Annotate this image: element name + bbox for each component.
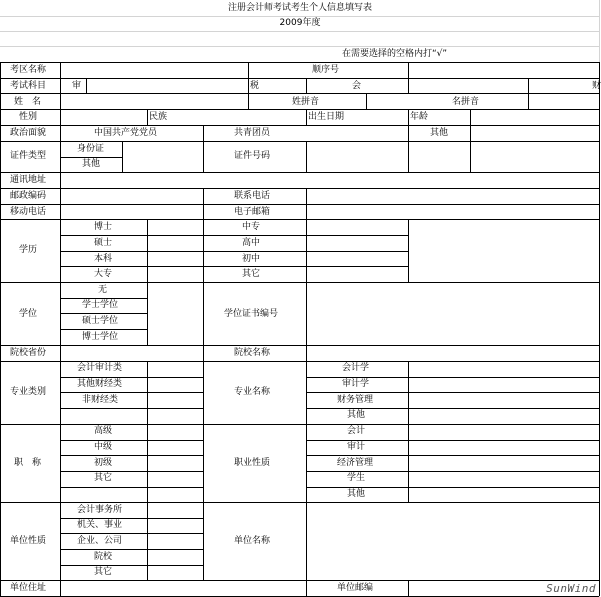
school-name-label: 院校名称 bbox=[234, 348, 271, 358]
political-label: 政治面貌 bbox=[10, 128, 47, 138]
edu-other: 其它 bbox=[242, 269, 261, 279]
grid-line bbox=[203, 219, 204, 282]
edu-junior: 初中 bbox=[242, 254, 261, 264]
degree-bachelor: 学士学位 bbox=[82, 300, 119, 310]
given-pinyin-label: 名拼音 bbox=[452, 97, 480, 107]
grid-line bbox=[306, 141, 307, 172]
unit-cpa-firm: 会计事务所 bbox=[77, 505, 123, 515]
grid-line bbox=[60, 266, 408, 267]
unit-name-label: 单位名称 bbox=[234, 536, 271, 546]
unit-school: 院校 bbox=[94, 552, 113, 562]
career-nature-label: 职业性质 bbox=[234, 458, 271, 468]
postcode-label: 邮政编码 bbox=[10, 191, 47, 201]
grid-line bbox=[60, 549, 203, 550]
political-league-member: 共青团员 bbox=[234, 128, 271, 138]
grid-line bbox=[0, 188, 599, 189]
grid-line bbox=[0, 580, 599, 581]
education-label: 学历 bbox=[19, 245, 38, 255]
degree-master: 硕士学位 bbox=[82, 316, 119, 326]
grid-line bbox=[408, 141, 409, 172]
major-name-label: 专业名称 bbox=[234, 387, 271, 397]
grid-line bbox=[408, 62, 409, 78]
grid-line bbox=[408, 125, 409, 141]
grid-line bbox=[306, 282, 307, 345]
major-non-finance: 非财经类 bbox=[82, 395, 119, 405]
grid-line bbox=[203, 361, 204, 424]
seq-no-label: 顺序号 bbox=[312, 65, 340, 75]
name-label: 姓 名 bbox=[14, 97, 42, 107]
grid-line bbox=[147, 109, 148, 125]
grid-line bbox=[0, 62, 599, 63]
unit-other: 其它 bbox=[94, 567, 113, 577]
degree-label: 学位 bbox=[19, 309, 38, 319]
grid-line bbox=[0, 109, 599, 110]
grid-line bbox=[470, 141, 471, 172]
form-year: 2009年度 bbox=[279, 18, 321, 28]
career-accounting: 会计 bbox=[347, 426, 366, 436]
grid-line bbox=[203, 141, 204, 172]
exam-subject-label: 考试科目 bbox=[10, 81, 47, 91]
grid-line bbox=[0, 125, 599, 126]
grid-line bbox=[306, 361, 307, 424]
grid-line bbox=[366, 93, 367, 109]
grid-line bbox=[60, 251, 408, 252]
school-province-label: 院校省份 bbox=[10, 348, 47, 358]
grid-line bbox=[147, 282, 148, 345]
mobile-label: 移动电话 bbox=[10, 207, 47, 217]
major-other-finance: 其他财经类 bbox=[77, 379, 123, 389]
major-name-finance-mgmt: 财务管理 bbox=[337, 395, 374, 405]
political-other: 其他 bbox=[430, 128, 449, 138]
degree-doctor: 博士学位 bbox=[82, 332, 119, 342]
career-other: 其他 bbox=[347, 489, 366, 499]
title-rank-label: 职 称 bbox=[14, 458, 42, 468]
grid-line bbox=[408, 78, 409, 93]
unit-government: 机关、事业 bbox=[77, 520, 123, 530]
grid-line bbox=[248, 78, 249, 93]
rank-senior: 高级 bbox=[94, 426, 113, 436]
major-name-accounting: 会计学 bbox=[342, 363, 370, 373]
grid-line bbox=[60, 62, 61, 596]
edu-highschool: 高中 bbox=[242, 238, 261, 248]
grid-line bbox=[408, 580, 409, 596]
grid-line bbox=[408, 361, 409, 424]
grid-line bbox=[203, 345, 204, 361]
grid-line bbox=[408, 109, 409, 125]
grid-line bbox=[203, 282, 204, 345]
grid-line-light bbox=[0, 46, 600, 47]
grid-line bbox=[306, 109, 307, 125]
exam-area-label: 考区名称 bbox=[10, 65, 47, 75]
grid-line bbox=[60, 565, 203, 566]
id-type-idcard: 身份证 bbox=[77, 144, 105, 154]
form-instruction: 在需要选择的空格内打“√” bbox=[342, 49, 448, 59]
major-name-other: 其他 bbox=[347, 410, 366, 420]
subject-accounting: 会 bbox=[352, 81, 362, 91]
grid-line bbox=[470, 125, 471, 141]
grid-line bbox=[60, 455, 203, 456]
career-student: 学生 bbox=[347, 473, 366, 483]
degree-cert-label: 学位证书编号 bbox=[224, 309, 279, 319]
email-label: 电子邮箱 bbox=[234, 207, 271, 217]
ethnicity-label: 民族 bbox=[149, 112, 168, 122]
grid-line bbox=[0, 62, 1, 596]
major-category-label: 专业类别 bbox=[10, 387, 47, 397]
signature: SunWind bbox=[546, 582, 596, 595]
grid-line bbox=[248, 93, 249, 109]
major-accounting-audit: 会计审计类 bbox=[77, 363, 123, 373]
edu-college: 大专 bbox=[94, 269, 113, 279]
edu-secondary: 中专 bbox=[242, 222, 261, 232]
grid-line bbox=[306, 424, 307, 502]
id-type-label: 证件类型 bbox=[10, 151, 47, 161]
grid-line bbox=[0, 204, 599, 205]
grid-line bbox=[86, 78, 87, 93]
grid-line bbox=[306, 502, 307, 580]
grid-line bbox=[599, 62, 600, 596]
birth-date-label: 出生日期 bbox=[308, 112, 345, 122]
grid-line bbox=[470, 109, 471, 125]
grid-line bbox=[147, 219, 148, 282]
subject-tax: 税 bbox=[250, 81, 260, 91]
unit-postcode-label: 单位邮编 bbox=[337, 583, 374, 593]
id-type-other: 其他 bbox=[82, 159, 101, 169]
grid-line bbox=[60, 440, 203, 441]
grid-line bbox=[306, 219, 307, 282]
unit-nature-label: 单位性质 bbox=[10, 536, 47, 546]
edu-bachelor: 本科 bbox=[94, 254, 113, 264]
grid-line bbox=[203, 424, 204, 502]
grid-line bbox=[0, 172, 599, 173]
grid-line bbox=[147, 424, 148, 502]
grid-line bbox=[408, 219, 409, 282]
grid-line bbox=[0, 345, 599, 346]
grid-line bbox=[306, 188, 307, 219]
career-audit: 审计 bbox=[347, 442, 366, 452]
form-title: 注册会计师考试考生个人信息填写表 bbox=[227, 3, 372, 13]
degree-none: 无 bbox=[98, 285, 108, 295]
grid-line bbox=[0, 219, 599, 220]
grid-line bbox=[122, 141, 123, 172]
grid-line bbox=[0, 93, 599, 94]
grid-line bbox=[60, 408, 203, 409]
grid-line bbox=[60, 471, 203, 472]
grid-line bbox=[60, 235, 408, 236]
grid-line bbox=[147, 361, 148, 424]
age-label: 年龄 bbox=[410, 112, 429, 122]
edu-doctor: 博士 bbox=[94, 222, 113, 232]
grid-line bbox=[0, 282, 599, 283]
edu-master: 硕士 bbox=[94, 238, 113, 248]
political-party-member: 中国共产党党员 bbox=[94, 128, 158, 138]
address-label: 通讯地址 bbox=[10, 175, 47, 185]
subject-audit: 审 bbox=[72, 81, 82, 91]
rank-junior: 初级 bbox=[94, 458, 113, 468]
grid-line bbox=[528, 78, 529, 93]
grid-line bbox=[0, 424, 599, 425]
grid-line bbox=[203, 125, 204, 141]
gender-label: 性别 bbox=[19, 112, 38, 122]
unit-enterprise: 企业、公司 bbox=[77, 536, 123, 546]
grid-line bbox=[306, 345, 307, 361]
grid-line bbox=[60, 487, 203, 488]
grid-line bbox=[147, 502, 148, 580]
grid-line-light bbox=[0, 31, 600, 32]
grid-line bbox=[528, 93, 529, 109]
grid-line bbox=[408, 424, 409, 502]
grid-line bbox=[203, 502, 204, 580]
phone-label: 联系电话 bbox=[234, 191, 271, 201]
grid-line bbox=[306, 78, 307, 93]
grid-line bbox=[306, 580, 307, 596]
id-number-label: 证件号码 bbox=[234, 151, 271, 161]
major-name-audit: 审计学 bbox=[342, 379, 370, 389]
grid-line bbox=[0, 204, 599, 205]
unit-address-label: 单位住址 bbox=[10, 583, 47, 593]
rank-other: 其它 bbox=[94, 473, 113, 483]
subject-finance: 财 bbox=[592, 81, 601, 91]
career-econ-mgmt: 经济管理 bbox=[337, 458, 374, 468]
grid-line bbox=[0, 78, 599, 79]
grid-line bbox=[248, 62, 249, 78]
grid-line bbox=[203, 188, 204, 219]
surname-pinyin-label: 姓拼音 bbox=[292, 97, 320, 107]
rank-middle: 中级 bbox=[94, 442, 113, 452]
